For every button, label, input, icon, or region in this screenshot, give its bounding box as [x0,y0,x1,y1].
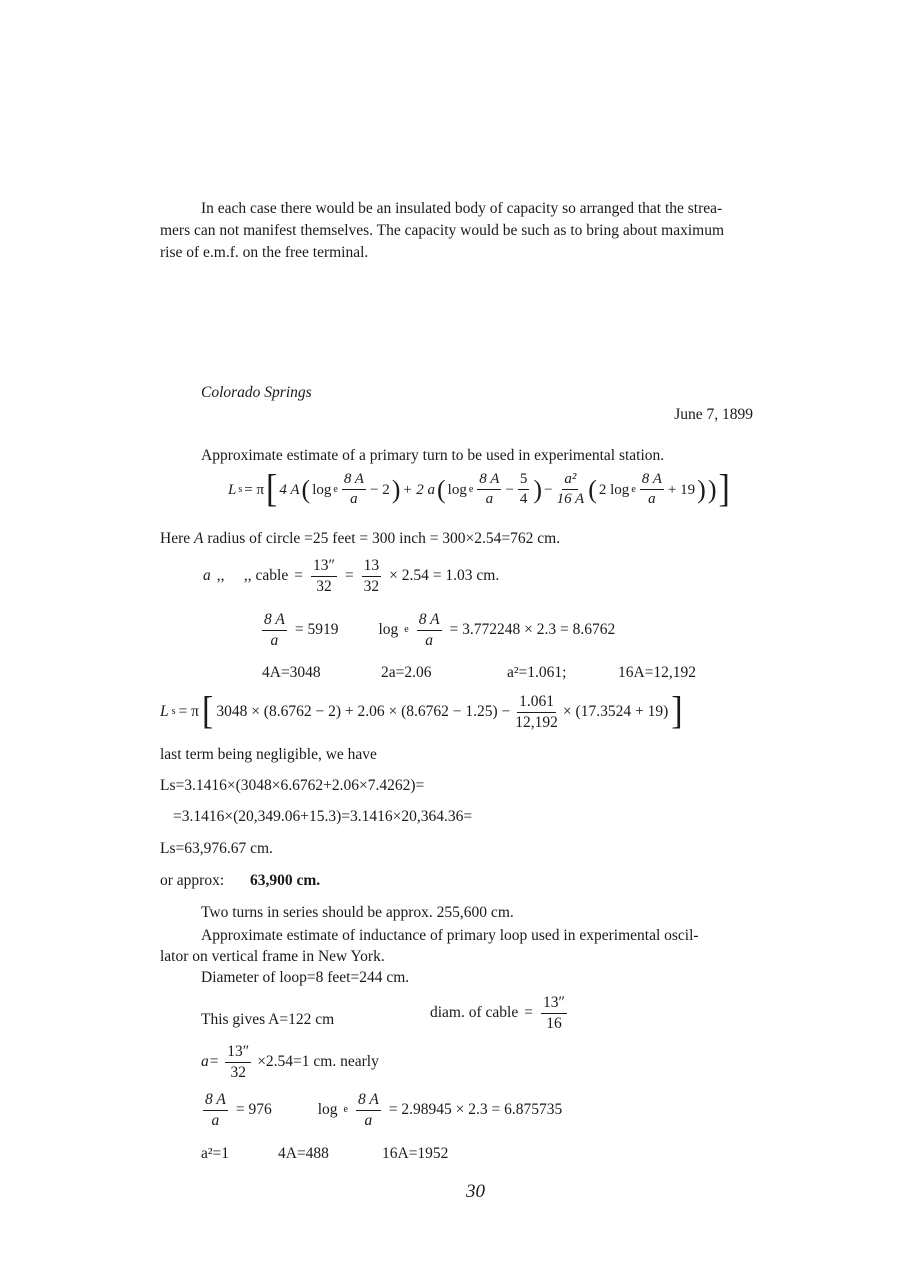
formula-term-4a: 4 A [279,481,300,498]
formula-log-2: log [447,481,467,498]
oscillator-line-1: Approximate estimate of inductance of primary loop used in experimental oscil- [201,927,699,944]
formula-plus-2a: + 2 a [402,481,435,498]
paren-open: ( [301,474,311,504]
fraction-8a-a-3: 8 A a [641,471,662,507]
formula-plus-19: + 19 [667,481,696,498]
fraction-13-16: $\frac{13''}{16}$ [542,994,565,1032]
gives-line: This gives A=122 cm [201,1011,335,1028]
bracket-close-2: ] [671,690,683,733]
fraction-1061: $\frac{1.061}{12,192}$ [515,693,558,731]
two-turns-line: Two turns in series should be approx. 255,600 cm. [201,904,514,921]
values-a2: a²=1.061; [507,664,567,681]
values-16a: 16A=12,192 [618,664,697,681]
calc-line-1: last term being negligible, we have [160,746,377,763]
inductance-formula [228,467,730,511]
formula-log-sub-2: e [468,483,474,495]
substituted-formula: L s = π [ 3048 × (8.6762 − 2) + 2.06 × (8.6762 − 1.25) − $\frac{1.061}{12,192}$ × (17.3524 + 19) ] [160,690,683,733]
fraction-13-32-c: $\frac{13''}{32}$ [227,1043,250,1081]
values-4a-488: 4A=488 [278,1145,329,1162]
fraction-8a-a-2: 8 A a [479,471,500,507]
fraction-8a-over-a-2: $\frac{8 A}{a}$ [205,1091,226,1129]
radius-line: Here A radius of circle =25 feet = 300 inch = 300×2.54=762 cm. [160,530,561,547]
bracket-close: ] [718,467,730,511]
intro-line-3: rise of e.m.f. on the free terminal. [160,244,369,261]
paren-close: ) [391,474,401,504]
approx-line: or approx: 63,900 cm. [160,872,321,889]
formula-minus: − [505,481,514,498]
paren-open-2: ( [437,474,446,504]
formula-log-sub: e [333,483,338,495]
calc-line-3: =3.1416×(20,349.06+15.3)=3.1416×20,364.36= [173,808,473,825]
a-value-line: a= $\frac{13''}{32}$ ×2.54=1 cm. nearly [201,1043,379,1081]
calc-line-2: Ls=3.1416×(3048×6.6762+2.06×7.4262)= [160,777,425,794]
oscillator-line-3: Diameter of loop=8 feet=244 cm. [201,969,410,986]
ratio-line-2: $\frac{8 A}{a}$ = 976 log e $\frac{8 A}{a}$ = 2.98945 × 2.3 = 6.875735 [205,1091,563,1129]
values-line-2: a²=1 [201,1145,230,1162]
values-16a-1952: 16A=1952 [382,1145,449,1162]
formula-eq: = π [244,481,265,498]
intro-line-1: In each case there would be an insulated body of capacity so arranged that the strea- [201,200,723,217]
values-line-1: 4A=3048 [262,664,321,681]
fraction-a2-16a: $\frac{\text{a²}}{16 A}$ [556,471,585,507]
calc-line-4: Ls=63,976.67 cm. [160,840,273,857]
intro-line-2: mers can not manifest themselves. The capacity would be such as to bring about maximum [160,222,725,239]
fraction-8a-over-a-log: $\frac{8 A}{a}$ [418,611,440,649]
entry-date: June 7, 1899 [674,406,753,423]
section-heading: Approximate estimate of a primary turn to be used in experimental station. [201,447,665,464]
bracket-open-2: [ [201,690,214,733]
bracket-open: [ [266,467,278,511]
place-heading: Colorado Springs [201,384,312,401]
fraction-8a-over-a: $\frac{8 A}{a}$ [264,611,285,649]
fraction-8a-over-a-log-2: $\frac{8 A}{a}$ [357,1091,379,1129]
page-number: 30 [466,1181,485,1202]
formula-log: log [312,481,332,498]
paren-close-4: ) [707,474,717,504]
formula-log-sub-3: e [631,483,636,495]
paren-open-3: ( [588,474,597,504]
paren-close-3: ) [697,474,706,504]
cable-radius-line: a ,, ,, cable = $\frac{13''}{32}$ = $\frac{13}{32}$ × 2.54 = 1.03 cm. [203,557,500,595]
formula-minus-2: − 2 [369,481,390,498]
fraction-5-4: $\frac{5}{4}$ [519,471,528,507]
fraction-13-32: $\frac{13''}{32}$ [312,557,335,595]
values-2a: 2a=2.06 [381,664,432,681]
formula-2log: 2 log [598,481,630,498]
formula-lhs-sub: s [238,483,243,495]
paren-close-2: ) [533,474,543,504]
ratio-line-1: $\frac{8 A}{a}$ = 5919 log e $\frac{8 A}{a}$ = 3.772248 × 2.3 = 8.6762 [264,611,616,649]
formula-minus-3: − [544,481,553,498]
oscillator-line-2: lator on vertical frame in New York. [160,948,385,965]
cable-diameter: diam. of cable = $\frac{13''}{16}$ [430,994,565,1032]
formula-lhs: L [228,481,237,498]
fraction-8a-a: 8 A a [343,471,364,507]
fraction-13-32-b: $\frac{13}{32}$ [363,557,380,595]
